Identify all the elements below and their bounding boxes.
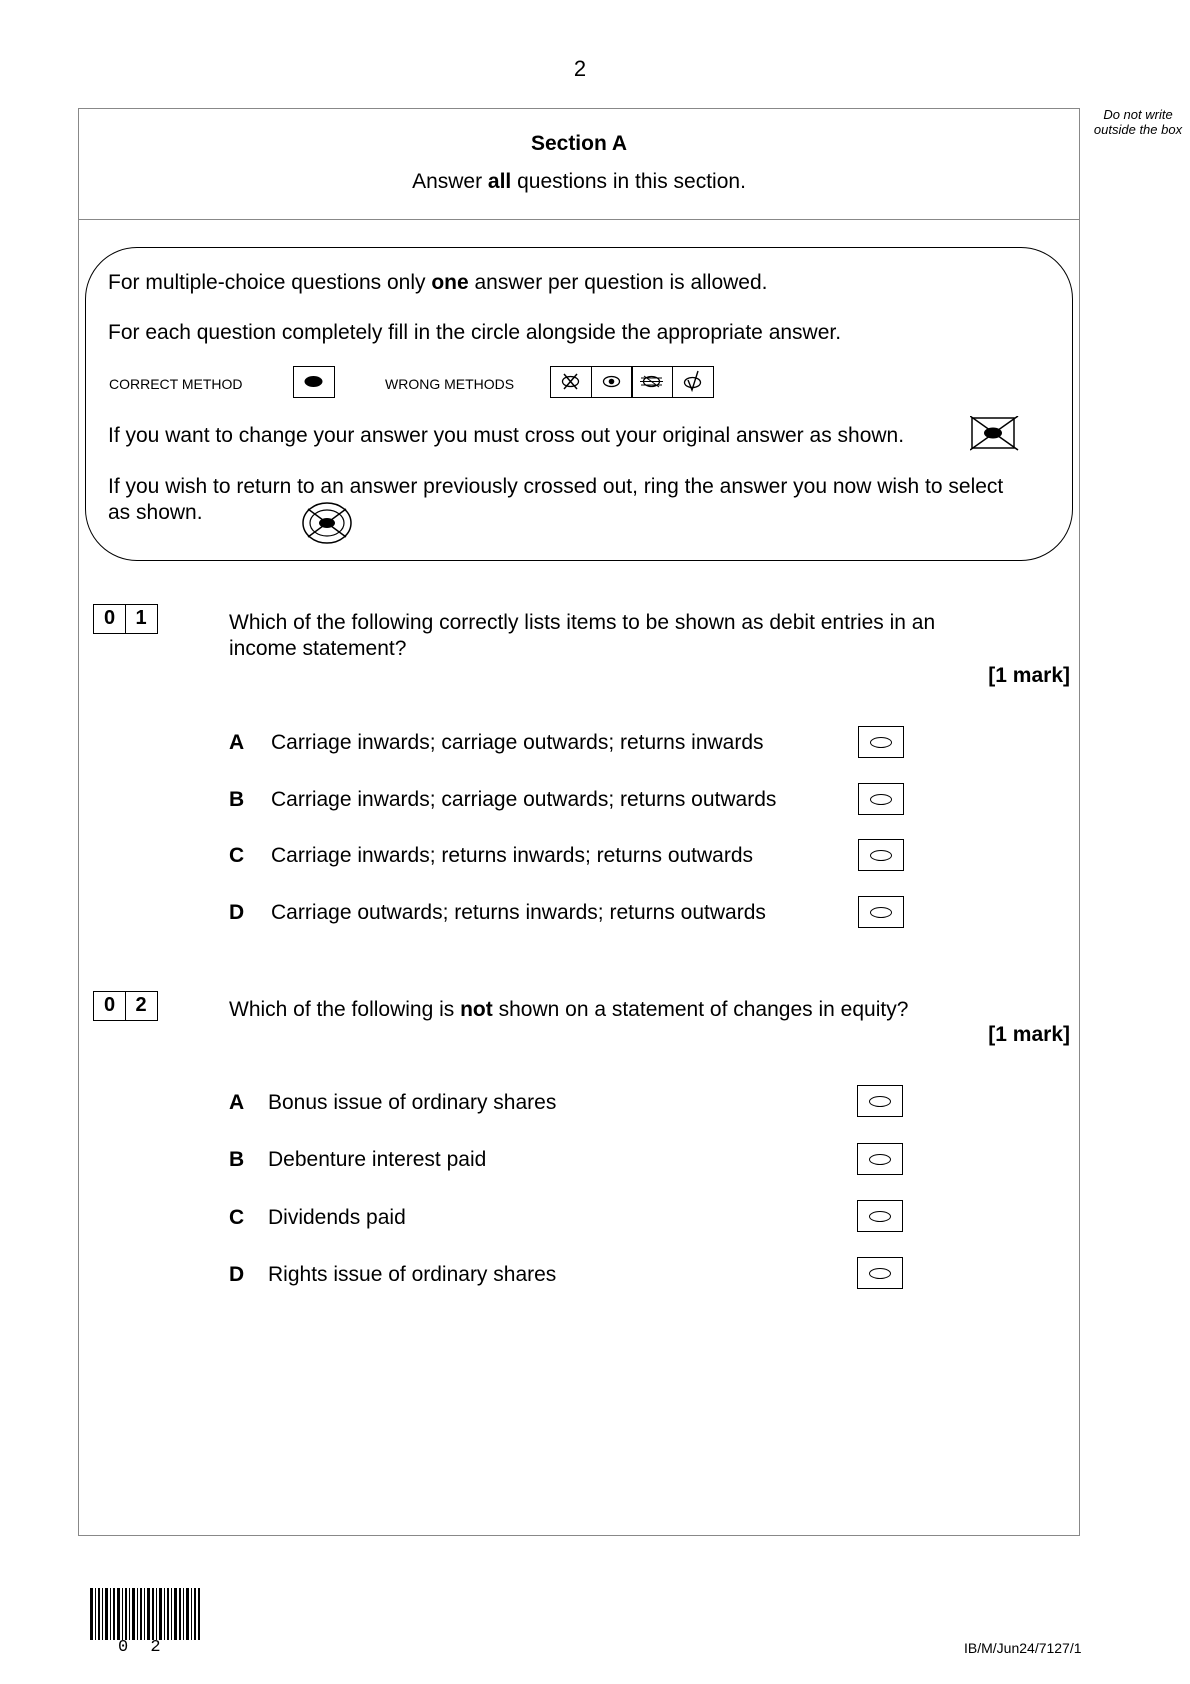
question-number-digit: 0 (93, 604, 126, 634)
oval-icon (870, 907, 892, 918)
question-number-02 (93, 991, 159, 1021)
question-text-end: shown on a statement of changes in equity? (492, 998, 909, 1021)
question-text: Which of the following is (229, 998, 461, 1021)
answer-option-2c[interactable] (857, 1200, 903, 1232)
section-header (78, 108, 1080, 220)
scribbled-oval-icon (632, 367, 671, 396)
instructions-box (85, 247, 1073, 561)
question-marks-02: [1 mark] (988, 1023, 1070, 1046)
option-letter: A (229, 1091, 245, 1114)
crossed-oval-icon (551, 367, 590, 396)
ticked-oval-icon (673, 367, 712, 396)
oval-icon (870, 850, 892, 861)
option-text: Dividends paid (268, 1206, 406, 1229)
answer-option-1c[interactable] (858, 839, 904, 871)
subtitle-text-end: questions in this section. (511, 170, 746, 193)
instruction-text-end: answer per question is allowed. (468, 271, 768, 294)
question-marks-01: [1 mark] (988, 664, 1070, 687)
crossed-out-answer-icon (970, 416, 1020, 452)
barcode-number: 0 2 (118, 1638, 167, 1657)
correct-method-label: CORRECT METHOD (109, 376, 243, 392)
question-text: Which of the following correctly lists items to be shown as debit entries in an income statement? (229, 611, 936, 660)
oval-icon (870, 794, 892, 805)
oval-icon (869, 1096, 891, 1107)
question-text-02 (229, 997, 989, 1023)
barcode-icon (90, 1588, 200, 1640)
option-letter: C (229, 844, 245, 867)
subtitle-emphasis: all (487, 170, 512, 193)
wrong-method-dot (591, 366, 633, 398)
option-letter: A (229, 731, 245, 754)
page-number: 2 (573, 56, 587, 81)
option-letter: D (229, 1263, 245, 1286)
correct-method-example (293, 366, 335, 398)
question-number-digit: 1 (125, 604, 158, 634)
dotted-oval-icon (592, 367, 631, 396)
wrong-method-tick (672, 366, 714, 398)
question-text-01 (229, 610, 989, 662)
option-letter: B (229, 788, 245, 811)
instruction-emphasis: one (431, 271, 469, 294)
oval-icon (869, 1268, 891, 1279)
subtitle-text-start: Answer (412, 170, 488, 193)
answer-option-1b[interactable] (858, 783, 904, 815)
instruction-ring-answer: If you wish to return to an answer previously crossed out, ring the answer you now wish to select as shown. (108, 475, 1004, 524)
answer-option-1d[interactable] (858, 896, 904, 928)
oval-icon (870, 737, 892, 748)
margin-note: Do not write outside the box (1093, 107, 1183, 137)
section-title: Section A (530, 132, 628, 155)
question-text-emphasis: not (460, 998, 493, 1021)
answer-option-1a[interactable] (858, 726, 904, 758)
option-letter: B (229, 1148, 245, 1171)
question-number-digit: 2 (125, 991, 158, 1021)
answer-option-2d[interactable] (857, 1257, 903, 1289)
option-text: Carriage outwards; returns inwards; returns outwards (271, 901, 766, 924)
wrong-method-scribble (631, 366, 673, 398)
option-letter: D (229, 901, 245, 924)
question-number-01 (93, 604, 159, 634)
option-text: Carriage inwards; carriage outwards; returns inwards (271, 731, 764, 754)
answer-option-2a[interactable] (857, 1085, 903, 1117)
instruction-text-start: For multiple-choice questions only (108, 271, 432, 294)
wrong-methods-examples (550, 366, 720, 398)
ringed-answer-icon (301, 501, 353, 545)
paper-reference: IB/M/Jun24/7127/1 (964, 1640, 1082, 1656)
option-text: Bonus issue of ordinary shares (268, 1091, 557, 1114)
oval-icon (869, 1211, 891, 1222)
instruction-cross-out: If you want to change your answer you must cross out your original answer as shown. (108, 424, 905, 447)
wrong-method-cross (550, 366, 592, 398)
option-text: Carriage inwards; carriage outwards; returns outwards (271, 788, 777, 811)
filled-oval-icon (294, 367, 333, 396)
instruction-one-answer (108, 270, 768, 296)
question-number-digit: 0 (93, 991, 126, 1021)
option-text: Rights issue of ordinary shares (268, 1263, 557, 1286)
option-text: Debenture interest paid (268, 1148, 487, 1171)
answer-option-2b[interactable] (857, 1143, 903, 1175)
wrong-methods-label: WRONG METHODS (385, 376, 515, 392)
oval-icon (869, 1154, 891, 1165)
section-subtitle (78, 170, 1080, 194)
option-text: Carriage inwards; returns inwards; returns outwards (271, 844, 754, 867)
option-letter: C (229, 1206, 245, 1229)
instruction-fill-circle: For each question completely fill in the circle alongside the appropriate answer. (108, 321, 842, 344)
